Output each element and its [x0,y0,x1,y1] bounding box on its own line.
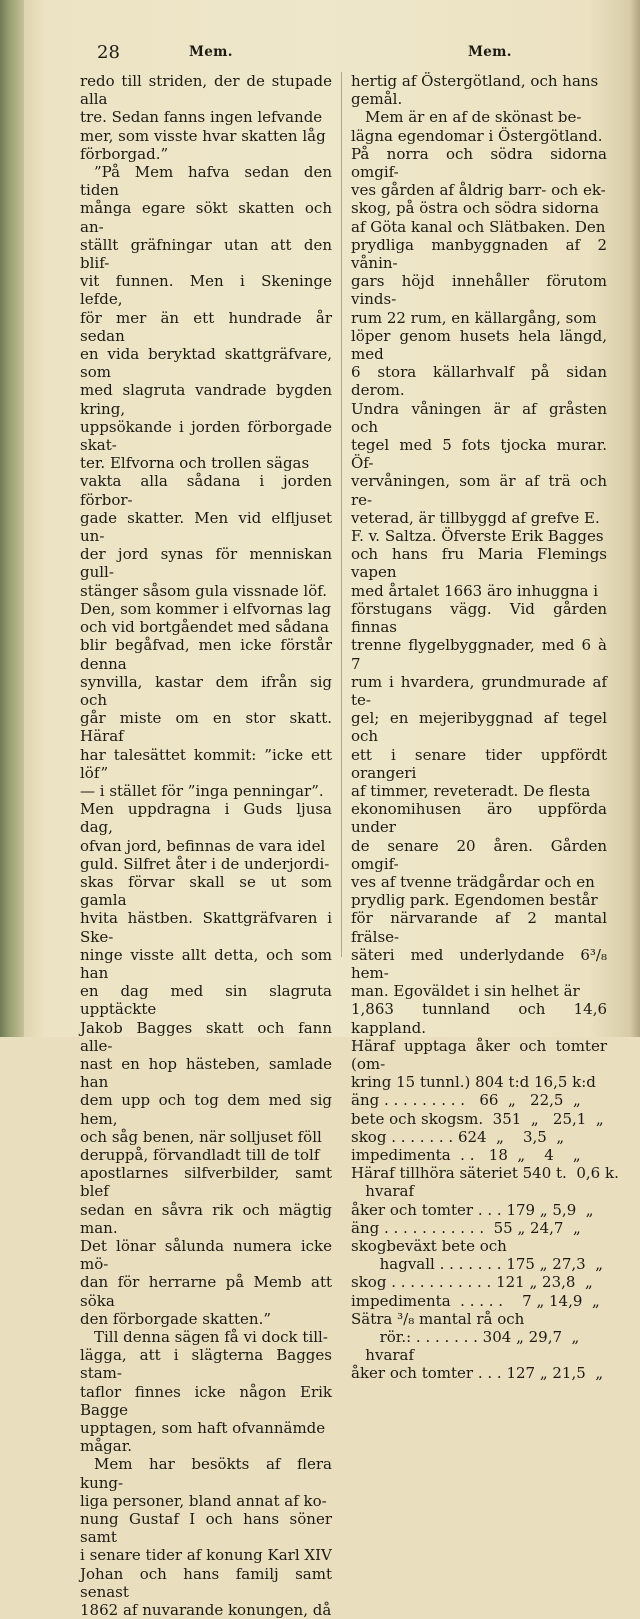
paragraph: hertig af Östergötland, och hans gemål. [351,72,599,109]
table-row: hagvall . . . . . . . 175 „ 27,3 „ [351,1255,603,1274]
land-area-table [351,1091,619,1383]
page-number: 28 [97,42,120,63]
table-row: Sätra ³/₈ mantal rå och [351,1309,525,1328]
paragraph: Mem har besökts af flera kung- liga personer, bland annat af ko- nung Gustaf I och hans söner samt i senare tider af konung Karl XIV Johan och hans familj samt senast 1862 af nuvarande konungen, då [80,1455,332,1619]
paragraph: ”På Mem hafva sedan den tiden många egare sökt skatten och an- ställt gräfningar utan att den blif- vit funnen. Men i Skeninge lefde, för mer än ett hundrade år sedan en vida beryktad skattgräfvare, som med slagruta vandrade bygden kring, uppsökande i jorden förborgade skat- ter. Elfvorna och trollen sägas vakta alla sådana i jorden förbor- gade skatter. Men vid elfljuset un- der jord synas för menniskan gull- stänger såsom gula vissnade löf. Den, som kommer i elfvornas lag och vid bortgåendet med sådana blir begåfvad, men icke förstår denna synvilla, kastar dem ifrån sig och går miste om en stor skatt. Häraf har talesättet kommit: ”icke ett löf” — i stället för ”inga penningar”. Men uppdragna i Guds ljusa dag, ofvan jord, befinnas de vara idel guld. Silfret åter i de underjordi- skas förvar skall se ut som gamla hvita hästben. Skattgräfvaren i Ske- ninge visste allt detta, och som han en dag med sin slagruta upptäckte Jakob Bagges skatt och fann alle- nast en hop hästeben, samlade han dem upp och tog dem med sig hem, och såg benen, när solljuset föll deruppå, förvandladt till de tolf apostlarnes silfverbilder, samt blef sedan en såvra rik och mägtig man. Det lönar sålunda numera icke mö- dan för herrarne på Memb att söka den förborgade skatten.” [80,163,332,1328]
table-row: bete och skogsm. 351 „ 25,1 „ [351,1109,604,1128]
left-running-head: Mem. [189,44,233,60]
table-row: åker och tomter . . . 179 „ 5,9 „ [351,1200,594,1219]
page-edge-shadow [630,0,640,1037]
table-row: skogbeväxt bete och [351,1237,507,1255]
table-row: hvaraf [351,1346,415,1365]
table-row: hvaraf [351,1182,415,1201]
table-row: skog . . . . . . . . . . . 121 „ 23,8 „ [351,1273,593,1292]
paragraph: redo till striden, der de stupade alla tre. Sedan fanns ingen lefvande mer, som visste hvar skatten låg förborgad.” [80,72,332,163]
table-row: äng . . . . . . . . . . . 55 „ 24,7 „ [351,1218,581,1237]
table-row: impedimenta . . 18 „ 4 „ [351,1145,581,1164]
column-divider [341,72,342,957]
table-row: äng . . . . . . . . . 66 „ 22,5 „ [351,1091,581,1110]
right-running-head: Mem. [468,44,512,60]
table-row: rör.: . . . . . . . 304 „ 29,7 „ [351,1328,580,1347]
table-row: åker och tomter . . . 127 „ 21,5 „ [351,1364,604,1383]
paragraph: Till denna sägen få vi dock till- lägga, att i slägterna Bagges stam- taflor finnes icke någon Erik Bagge upptagen, som haft ofvannämde mågar. [80,1328,332,1456]
table-row: impedimenta . . . . . 7 „ 14,9 „ [351,1291,600,1310]
table-row: skog . . . . . . . 624 „ 3,5 „ [351,1127,565,1146]
left-column [80,72,332,1619]
book-spine-shadow [0,0,24,1037]
right-column [351,72,619,1383]
table-row: Häraf tillhöra säteriet 540 t. 0,6 k. [351,1164,619,1183]
paragraph: Mem är en af de skönast be- lägna egendomar i Östergötland. På norra och södra sidorna omgif- ves gården af åldrig barr- och ek- skog, på östra och södra sidorna af Göta kanal och Slätbaken. Den prydliga manbyggnaden af 2 vånin- gars höjd innehåller förutom vinds- rum 22 rum, en källargång, som löper genom husets hela längd, med 6 stora källarhvalf på sidan derom. Undra våningen är af gråsten och tegel med 5 fots tjocka murar. Öf- vervåningen, som är af trä och re- veterad, är tillbyggd af grefve E. F. v. Saltza. Öfverste Erik Bagges och hans fru Maria Flemings vapen med årtalet 1663 äro inhuggna i förstugans vägg. Vid gården finnas trenne flygelbyggnader, med 6 à 7 rum i hvardera, grundmurade af te- gel; en mejeribyggnad af tegel och ett i senare tider uppfördt orangeri af timmer, reveteradt. De flesta ekonomihusen äro uppförda under de senare 20 åren. Gården omgif- ves af tvenne trädgårdar och en prydlig park. Egendomen består för närvarande af 2 mantal frälse- säteri med underlydande 6³/₈ hem- man. Egoväldet i sin helhet är 1,863 tunnland och 14,6 kappland. Häraf upptaga åker och tomter (om- kring 15 tunnl.) 804 t:d 16,5 k:d [351,108,607,1092]
